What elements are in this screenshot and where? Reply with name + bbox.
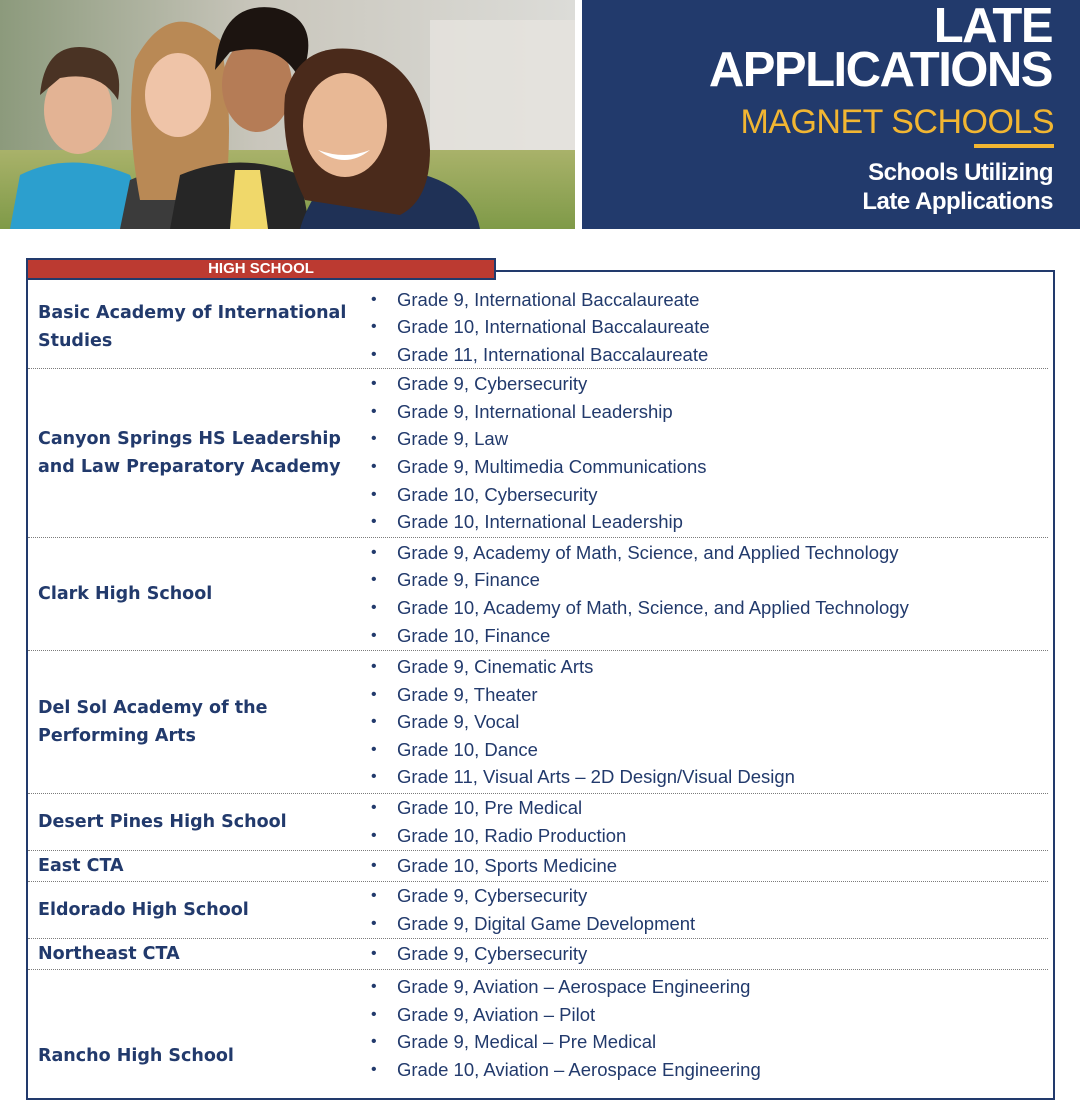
students-photo (0, 0, 575, 229)
program-item: • Grade 11, Visual Arts – 2D Design/Visual Design (28, 763, 1048, 791)
program-item: • Grade 9, Law (28, 425, 1048, 453)
header-panel (582, 0, 1080, 229)
table-row (28, 794, 1048, 851)
table-row (28, 651, 1048, 794)
program-list (368, 539, 1048, 649)
school-name: Del Sol Academy of the Performing Arts (38, 698, 268, 746)
school-name: Eldorado High School (38, 900, 249, 920)
program-item: • Grade 9, Medical – Pre Medical (28, 1028, 1048, 1056)
table-row (28, 369, 1048, 538)
school-name: East CTA (38, 856, 124, 876)
program-item: • Grade 9, Academy of Math, Science, and Applied Technology (28, 539, 1048, 567)
program-list (368, 370, 1048, 536)
program-item: • Grade 10, Radio Production (28, 822, 1048, 850)
program-item: • Grade 9, Digital Game Development (28, 910, 1048, 938)
program-item: • Grade 10, Academy of Math, Science, and Applied Technology (28, 594, 1048, 622)
school-name: Clark High School (38, 584, 213, 604)
program-item: • Grade 10, International Baccalaureate (28, 313, 1048, 341)
tagline (862, 158, 1053, 216)
program-item: • Grade 9, International Baccalaureate (28, 286, 1048, 314)
school-name: Desert Pines High School (38, 812, 287, 832)
subtitle-magnet-schools: MAGNET SCHOOLS (740, 103, 1054, 141)
program-list (368, 286, 1048, 369)
program-item: • Grade 10, Aviation – Aerospace Engineering (28, 1056, 1048, 1084)
school-name: Northeast CTA (38, 944, 180, 964)
program-item: • Grade 9, Multimedia Communications (28, 453, 1048, 481)
school-name: Rancho High School (38, 1046, 234, 1066)
program-item: • Grade 9, International Leadership (28, 398, 1048, 426)
program-item: • Grade 9, Cybersecurity (28, 370, 1048, 398)
program-item: • Grade 9, Vocal (28, 708, 1048, 736)
program-item: • Grade 10, Sports Medicine (28, 852, 1048, 880)
program-item: • Grade 9, Finance (28, 566, 1048, 594)
program-item: • Grade 9, Cinematic Arts (28, 653, 1048, 681)
school-name: Canyon Springs HS Leadership and Law Preparatory Academy (38, 429, 341, 477)
page-title (708, 0, 1052, 97)
program-list (368, 653, 1048, 791)
program-item: • Grade 10, Pre Medical (28, 794, 1048, 822)
school-name: Basic Academy of International Studies (38, 303, 347, 351)
program-list (368, 940, 1048, 968)
table-row (28, 970, 1048, 1110)
tagline-line-2: Late Applications (862, 188, 1053, 215)
program-item: • Grade 10, Dance (28, 736, 1048, 764)
title-line-applications: APPLICATIONS (708, 43, 1052, 97)
table-row (28, 538, 1048, 651)
table-row (28, 851, 1048, 882)
gold-divider (974, 144, 1054, 148)
program-item: • Grade 10, International Leadership (28, 508, 1048, 536)
table-row (28, 286, 1048, 369)
program-item: • Grade 9, Cybersecurity (28, 882, 1048, 910)
program-item: • Grade 9, Aviation – Pilot (28, 1001, 1048, 1029)
tagline-line-1: Schools Utilizing (868, 159, 1053, 186)
table-row (28, 939, 1048, 970)
title-line-late: LATE (933, 0, 1052, 53)
program-list (368, 794, 1048, 849)
program-item: • Grade 9, Cybersecurity (28, 940, 1048, 968)
program-item: • Grade 9, Aviation – Aerospace Engineering (28, 973, 1048, 1001)
program-item: • Grade 10, Cybersecurity (28, 481, 1048, 509)
table-row (28, 882, 1048, 939)
program-list (368, 882, 1048, 937)
program-list (368, 852, 1048, 880)
program-item: • Grade 10, Finance (28, 622, 1048, 650)
schools-table (28, 286, 1048, 1110)
program-list (368, 973, 1048, 1083)
section-tab-high-school: HIGH SCHOOL (26, 258, 496, 280)
program-item: • Grade 11, International Baccalaureate (28, 341, 1048, 369)
program-item: • Grade 9, Theater (28, 681, 1048, 709)
